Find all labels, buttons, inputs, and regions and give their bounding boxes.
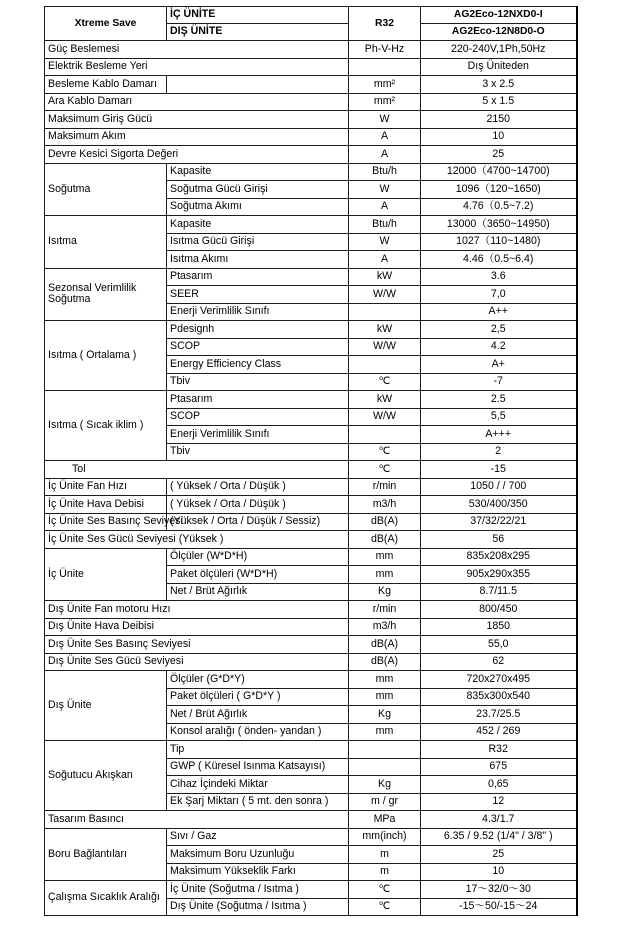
row-value: A++ <box>421 303 577 321</box>
table-row <box>45 216 577 234</box>
row-label: Net / Brüt Ağırlık <box>167 706 349 724</box>
table-row <box>45 128 577 146</box>
row-unit: ℃ <box>349 443 421 461</box>
row-label: Dış Ünite Ses Gücü Seviyesi <box>45 653 349 671</box>
row-unit: MPa <box>349 811 421 829</box>
table-row <box>45 321 577 339</box>
row-label: Kapasite <box>167 216 349 234</box>
outdoor-unit-header: DIŞ ÜNİTE <box>167 24 349 41</box>
table-row <box>45 163 577 181</box>
table-row <box>45 93 577 111</box>
row-label: Soğutma Gücü Girişi <box>167 181 349 199</box>
row-unit: dB(A) <box>349 636 421 654</box>
group-refrigerant: Soğutucu Akışkan <box>45 741 167 811</box>
row-unit: Btu/h <box>349 163 421 181</box>
table-row <box>45 111 577 129</box>
row-value: Dış Üniteden <box>421 58 577 76</box>
row-value: 25 <box>421 846 577 864</box>
table-row <box>45 881 577 899</box>
row-label: Isıtma Gücü Girişi <box>167 233 349 251</box>
row-value: 0,65 <box>421 776 577 794</box>
row-unit: Btu/h <box>349 216 421 234</box>
outdoor-model: AG2Eco-12N8D0-O <box>421 24 577 41</box>
row-label: Tbiv <box>167 373 349 391</box>
row-value: 530/400/350 <box>421 496 577 514</box>
table-row <box>45 513 577 531</box>
group-operating-range: Çalışma Sıcaklık Aralığı <box>45 881 167 916</box>
row-label: Kapasite <box>167 163 349 181</box>
row-value: 12 <box>421 793 577 811</box>
row-value: 13000（3650~14950) <box>421 216 577 234</box>
row-value: 2,5 <box>421 321 577 339</box>
row-unit: ℃ <box>349 373 421 391</box>
row-label: Maksimum Boru Uzunluğu <box>167 846 349 864</box>
row-unit: ℃ <box>349 898 421 916</box>
row-value: 10 <box>421 863 577 881</box>
row-value: 720x270x495 <box>421 671 577 689</box>
table-row <box>45 41 577 59</box>
row-unit: ℃ <box>349 881 421 899</box>
table-row <box>45 268 577 286</box>
row-unit: Kg <box>349 706 421 724</box>
row-value: R32 <box>421 741 577 759</box>
group-heating: Isıtma <box>45 216 167 269</box>
table-row <box>45 531 577 549</box>
row-unit: mm <box>349 688 421 706</box>
row-unit: m3/h <box>349 496 421 514</box>
table-row <box>45 828 577 846</box>
row-value: 4.46（0.5~6.4) <box>421 251 577 269</box>
row-unit: W <box>349 233 421 251</box>
table-row <box>45 496 577 514</box>
row-value: 37/32/22/21 <box>421 513 577 531</box>
row-value: 4.3/1.7 <box>421 811 577 829</box>
group-outdoor-unit: Dış Ünite <box>45 671 167 741</box>
row-sublabel: ( Yüksek / Orta / Düşük ) <box>167 478 349 496</box>
row-unit <box>349 356 421 374</box>
table-row <box>45 76 577 94</box>
table-row <box>45 391 577 409</box>
row-unit: W <box>349 111 421 129</box>
row-label: Ptasarım <box>167 268 349 286</box>
row-label: Maksimum Akım <box>45 128 349 146</box>
row-value: 4.76（0.5~7.2) <box>421 198 577 216</box>
table-row <box>45 653 577 671</box>
group-pipe-connections: Boru Bağlantıları <box>45 828 167 881</box>
row-unit: m <box>349 863 421 881</box>
row-value: 12000（4700~14700) <box>421 163 577 181</box>
row-label: Tol <box>45 461 349 479</box>
row-value: -15 <box>421 461 577 479</box>
table-row <box>45 671 577 689</box>
row-value: 2.5 <box>421 391 577 409</box>
row-label: Ptasarım <box>167 391 349 409</box>
row-value: 1027（110~1480) <box>421 233 577 251</box>
row-label: Besleme Kablo Damarı <box>45 76 167 94</box>
row-unit: mm² <box>349 93 421 111</box>
row-label: Pdesignh <box>167 321 349 339</box>
table-row <box>45 811 577 829</box>
row-unit: mm <box>349 723 421 741</box>
row-value: 220-240V,1Ph,50Hz <box>421 41 577 59</box>
row-blank <box>167 76 349 94</box>
row-label: SEER <box>167 286 349 304</box>
row-unit: ℃ <box>349 461 421 479</box>
row-label: Sıvı / Gaz <box>167 828 349 846</box>
row-unit <box>349 303 421 321</box>
row-unit: m / gr <box>349 793 421 811</box>
row-label: İç Ünite (Soğutma / Isıtma ) <box>167 881 349 899</box>
row-value: 675 <box>421 758 577 776</box>
row-value: 4.2 <box>421 338 577 356</box>
row-unit: kW <box>349 268 421 286</box>
row-unit: kW <box>349 321 421 339</box>
row-label: Net / Brüt Ağırlık <box>167 583 349 601</box>
row-unit <box>349 58 421 76</box>
row-value: 835x300x540 <box>421 688 577 706</box>
row-value: 10 <box>421 128 577 146</box>
table-row <box>45 741 577 759</box>
row-unit: A <box>349 128 421 146</box>
row-value: 56 <box>421 531 577 549</box>
indoor-unit-header: İÇ ÜNİTE <box>167 7 349 24</box>
row-unit: A <box>349 198 421 216</box>
indoor-model: AG2Eco-12NXD0-I <box>421 7 577 24</box>
row-unit: Kg <box>349 583 421 601</box>
row-value: 25 <box>421 146 577 164</box>
row-label: İç Ünite Ses Basınç Seviyesi <box>45 513 167 531</box>
row-unit: W/W <box>349 286 421 304</box>
row-value: 5,5 <box>421 408 577 426</box>
row-unit: mm(inch) <box>349 828 421 846</box>
row-value: 8.7/11.5 <box>421 583 577 601</box>
row-label: Enerji Verimlilik Sınıfı <box>167 426 349 444</box>
row-unit: kW <box>349 391 421 409</box>
row-value: -15～50/-15～24 <box>421 898 577 916</box>
row-label: Dış Ünite Ses Basınç Seviyesi <box>45 636 349 654</box>
row-label: Tip <box>167 741 349 759</box>
row-value: 17～32/0～30 <box>421 881 577 899</box>
row-unit: Ph-V-Hz <box>349 41 421 59</box>
group-heating-average: Isıtma ( Ortalama ) <box>45 321 167 391</box>
row-label: Tasarım Basıncı <box>45 811 349 829</box>
row-value: 3.6 <box>421 268 577 286</box>
row-value: 2 <box>421 443 577 461</box>
row-label: İç Ünite Ses Gücü Seviyesi (Yüksek ) <box>45 531 349 549</box>
row-label: Dış Ünite (Soğutma / Isıtma ) <box>167 898 349 916</box>
row-label: İç Ünite Fan Hızı <box>45 478 167 496</box>
row-label: Ölçüler (W*D*H) <box>167 548 349 566</box>
row-value: A+++ <box>421 426 577 444</box>
row-unit: mm <box>349 548 421 566</box>
row-label: GWP ( Küresel Isınma Katsayısı) <box>167 758 349 776</box>
row-unit: A <box>349 146 421 164</box>
row-label: İç Ünite Hava Debisi <box>45 496 167 514</box>
refrigerant-header: R32 <box>349 7 421 41</box>
row-label: Ölçüler (G*D*Y) <box>167 671 349 689</box>
row-unit: A <box>349 251 421 269</box>
row-value: 905x290x355 <box>421 566 577 584</box>
row-label: Soğutma Akımı <box>167 198 349 216</box>
row-label: Elektrik Besleme Yeri <box>45 58 349 76</box>
row-label: SCOP <box>167 408 349 426</box>
row-label: Paket ölçüleri (W*D*H) <box>167 566 349 584</box>
row-unit: dB(A) <box>349 653 421 671</box>
row-unit: m3/h <box>349 618 421 636</box>
row-unit: m <box>349 846 421 864</box>
row-label: Isıtma Akımı <box>167 251 349 269</box>
row-value: 55,0 <box>421 636 577 654</box>
row-value: 6.35 / 9.52 (1/4" / 3/8" ) <box>421 828 577 846</box>
row-value: 835x208x295 <box>421 548 577 566</box>
row-unit: Kg <box>349 776 421 794</box>
row-unit: dB(A) <box>349 531 421 549</box>
table-row <box>45 478 577 496</box>
row-label: Enerji Verimlilik Sınıfı <box>167 303 349 321</box>
row-sublabel: (Yüksek / Orta / Düşük / Sessiz) <box>167 513 349 531</box>
row-label: Maksimum Giriş Gücü <box>45 111 349 129</box>
row-unit: mm <box>349 671 421 689</box>
row-unit: dB(A) <box>349 513 421 531</box>
row-unit <box>349 741 421 759</box>
row-unit: r/min <box>349 478 421 496</box>
row-unit: W/W <box>349 408 421 426</box>
row-sublabel: ( Yüksek / Orta / Düşük ) <box>167 496 349 514</box>
row-label: Ek Şarj Miktarı ( 5 mt. den sonra ) <box>167 793 349 811</box>
row-unit: W/W <box>349 338 421 356</box>
row-value: 7,0 <box>421 286 577 304</box>
table-row <box>45 636 577 654</box>
table-row <box>45 58 577 76</box>
row-label: Energy Efficiency Class <box>167 356 349 374</box>
row-value: 2150 <box>421 111 577 129</box>
row-value: 1096（120~1650) <box>421 181 577 199</box>
table-row <box>45 548 577 566</box>
series-name: Xtreme Save <box>45 7 167 41</box>
row-value: 800/450 <box>421 601 577 619</box>
row-value: 5 x 1.5 <box>421 93 577 111</box>
specification-table <box>44 6 578 916</box>
table-row <box>45 601 577 619</box>
row-value: 23.7/25.5 <box>421 706 577 724</box>
row-value: 452 / 269 <box>421 723 577 741</box>
row-unit: W <box>349 181 421 199</box>
row-label: Ara Kablo Damarı <box>45 93 349 111</box>
row-unit: mm² <box>349 76 421 94</box>
row-label: Devre Kesici Sigorta Değeri <box>45 146 349 164</box>
row-label: Cihaz İçindeki Miktar <box>167 776 349 794</box>
row-value: 1850 <box>421 618 577 636</box>
row-unit: r/min <box>349 601 421 619</box>
row-value: -7 <box>421 373 577 391</box>
group-indoor-unit: İç Ünite <box>45 548 167 601</box>
row-label: Maksimum Yükseklik Farkı <box>167 863 349 881</box>
row-label: Paket ölçüleri ( G*D*Y ) <box>167 688 349 706</box>
row-unit <box>349 426 421 444</box>
row-label: Konsol aralığı ( önden- yandan ) <box>167 723 349 741</box>
row-label: SCOP <box>167 338 349 356</box>
group-cooling: Soğutma <box>45 163 167 216</box>
row-value: 62 <box>421 653 577 671</box>
table-row <box>45 618 577 636</box>
row-label: Güç Beslemesi <box>45 41 349 59</box>
row-label: Dış Ünite Hava Deibisi <box>45 618 349 636</box>
row-value: A+ <box>421 356 577 374</box>
table-row <box>45 146 577 164</box>
row-label: Dış Ünite Fan motoru Hızı <box>45 601 349 619</box>
row-unit: mm <box>349 566 421 584</box>
row-value: 3 x 2.5 <box>421 76 577 94</box>
table-row <box>45 461 577 479</box>
group-seasonal-cooling: Sezonsal Verimlilik Soğutma <box>45 268 167 321</box>
group-heating-warm: Isıtma ( Sıcak iklim ) <box>45 391 167 461</box>
row-unit <box>349 758 421 776</box>
row-value: 1050 / / 700 <box>421 478 577 496</box>
row-label: Tbiv <box>167 443 349 461</box>
